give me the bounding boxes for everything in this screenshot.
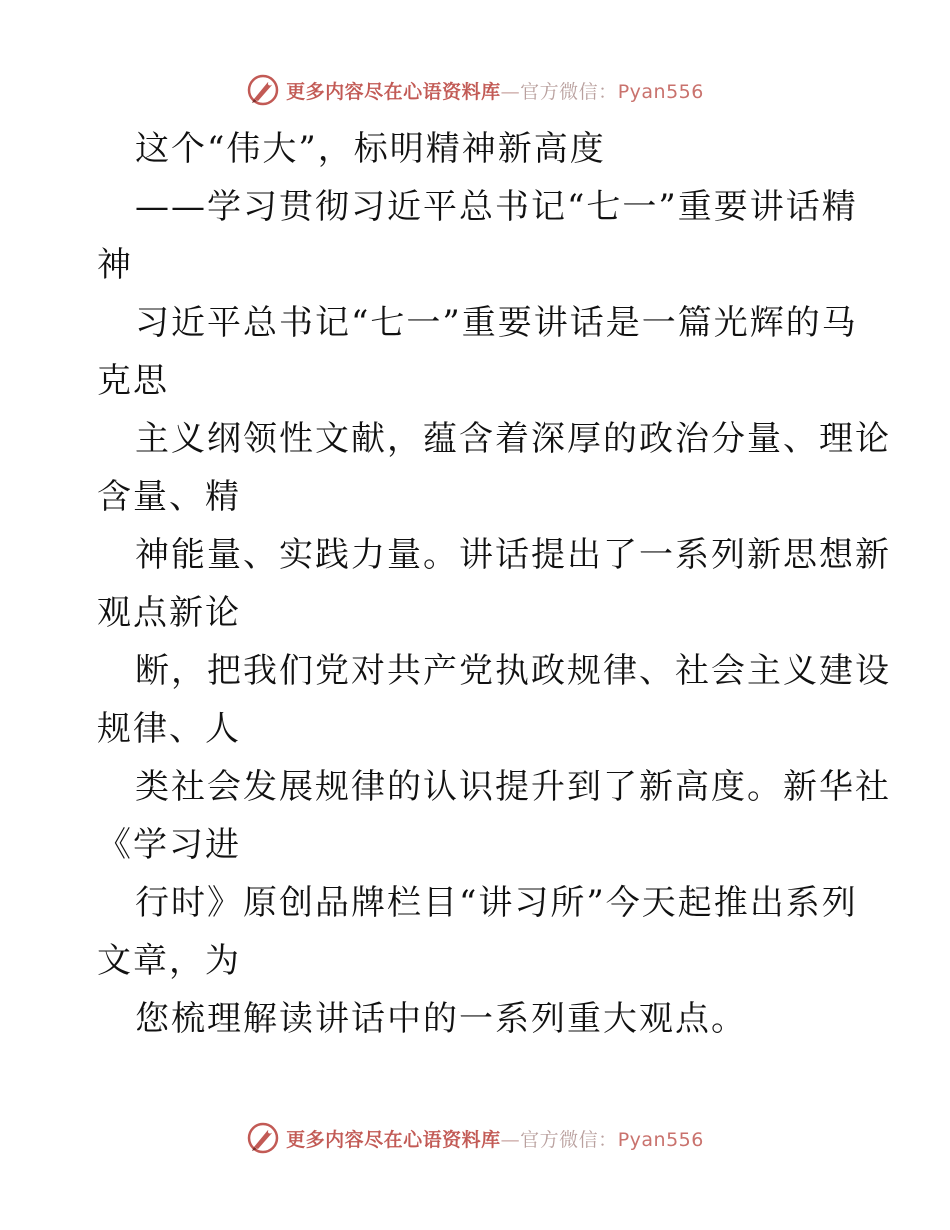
watermark-brand: 更多内容尽在心语资料库	[286, 1128, 501, 1151]
pen-logo-icon	[246, 73, 280, 107]
watermark-id: Pyan556	[617, 1128, 704, 1151]
text-line: 文章，为	[97, 941, 241, 981]
text-line: 神能量、实践力量。讲话提出了一系列新思想新	[135, 535, 891, 575]
watermark-dash: —	[500, 80, 521, 103]
watermark-dash: —	[500, 1128, 521, 1151]
pen-logo-icon	[246, 1121, 280, 1155]
text-line: 行时》原创品牌栏目“讲习所”今天起推出系列	[135, 883, 858, 923]
text-line: ——学习贯彻习近平总书记“七一”重要讲话精	[135, 187, 858, 227]
document-body	[97, 120, 891, 1048]
text-line: 克思	[97, 361, 169, 401]
text-line: 习近平总书记“七一”重要讲话是一篇光辉的马	[135, 303, 858, 343]
watermark-label: 官方微信：	[520, 80, 618, 103]
footer-watermark	[0, 1118, 950, 1158]
watermark-id: Pyan556	[617, 80, 704, 103]
text-line: 断，把我们党对共产党执政规律、社会主义建设	[135, 651, 891, 691]
text-line: 主义纲领性文献，蕴含着深厚的政治分量、理论	[135, 419, 891, 459]
text-line: 这个“伟大”，标明精神新高度	[135, 129, 606, 169]
text-line: 规律、人	[97, 709, 241, 749]
text-line: 《学习进	[97, 825, 241, 865]
text-line: 神	[97, 245, 133, 285]
text-line: 您梳理解读讲话中的一系列重大观点。	[135, 999, 747, 1039]
header-watermark	[0, 70, 950, 110]
text-line: 类社会发展规律的认识提升到了新高度。新华社	[135, 767, 891, 807]
watermark-brand: 更多内容尽在心语资料库	[286, 80, 501, 103]
text-line: 含量、精	[97, 477, 241, 517]
watermark-label: 官方微信：	[520, 1128, 618, 1151]
text-line: 观点新论	[97, 593, 241, 633]
